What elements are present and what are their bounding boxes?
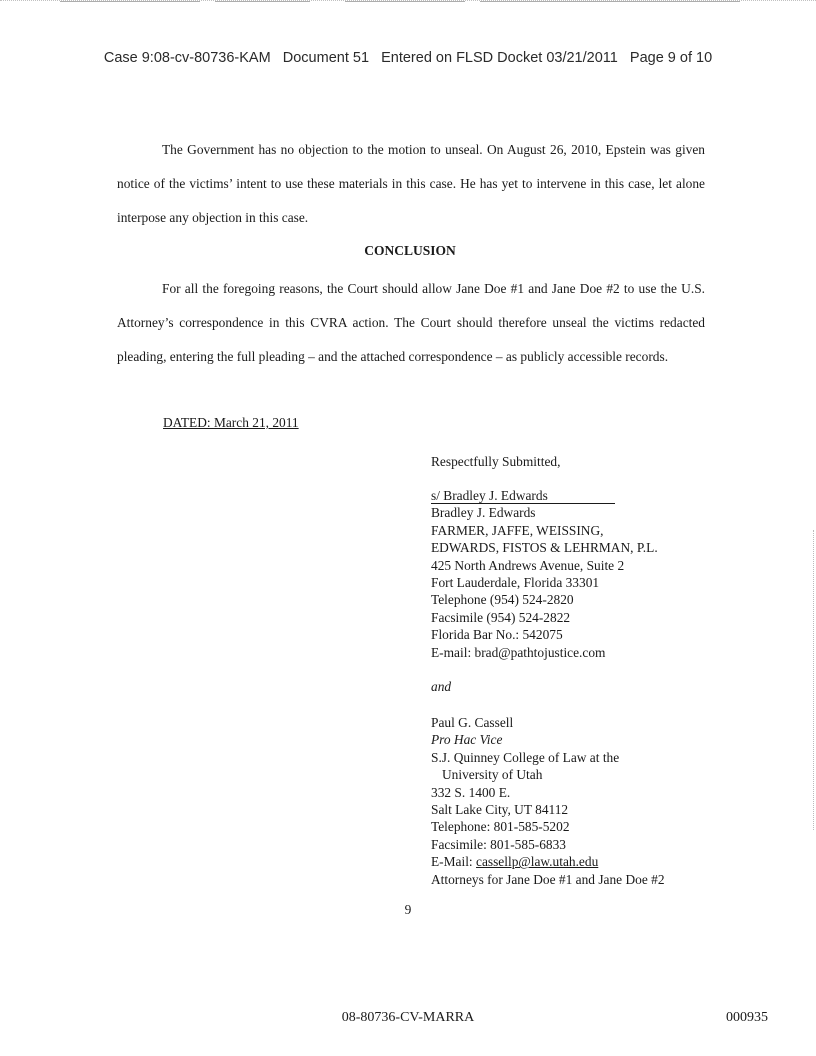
signature-line: 425 North Andrews Avenue, Suite 2 bbox=[431, 557, 625, 573]
scan-edge-artifact bbox=[812, 530, 814, 830]
conjunction-and: and bbox=[431, 679, 452, 694]
signature-line: Salt Lake City, UT 84112 bbox=[431, 802, 569, 818]
page-number: 9 bbox=[404, 902, 412, 917]
esignature-line bbox=[431, 487, 658, 504]
signature-line: Telephone (954) 524-2820 bbox=[431, 592, 574, 608]
signature-block-cassell bbox=[431, 714, 665, 888]
footer-bates-number: 000935 bbox=[726, 1010, 768, 1025]
signature-line: Fort Lauderdale, Florida 33301 bbox=[431, 575, 600, 591]
signature-line: University of Utah bbox=[442, 767, 543, 783]
email-link[interactable]: cassellp@law.utah.edu bbox=[476, 854, 599, 870]
email-label: E-Mail: bbox=[431, 854, 476, 870]
conclusion-heading: CONCLUSION bbox=[364, 243, 456, 258]
signature-line: FARMER, JAFFE, WEISSING, bbox=[431, 522, 604, 538]
paragraph-text: The Government has no objection to the motion to unseal. On August 26, 2010, Epstein was given notice of the victims’ intent to use these materials in this case. He has yet to intervene in this case, let alone interpose any objection in this case. bbox=[117, 142, 705, 225]
signature-line: 332 S. 1400 E. bbox=[431, 784, 511, 800]
signature-line: E-mail: brad@pathtojustice.com bbox=[431, 644, 606, 660]
signature-line: Paul G. Cassell bbox=[431, 715, 514, 730]
signature-line: S.J. Quinney College of Law at the bbox=[431, 749, 620, 765]
case-header: Case 9:08-cv-80736-KAM Document 51 Entered on FLSD Docket 03/21/2011 Page 9 of 10 bbox=[103, 50, 713, 66]
signature-block-edwards bbox=[431, 487, 658, 661]
email-line bbox=[431, 853, 665, 870]
scan-mark bbox=[215, 1, 310, 6]
signature-line: Telephone: 801-585-5202 bbox=[431, 819, 570, 835]
signature-line: Florida Bar No.: 542075 bbox=[431, 627, 563, 643]
scan-mark bbox=[480, 1, 740, 6]
scan-mark bbox=[345, 1, 465, 6]
pro-hac-vice: Pro Hac Vice bbox=[431, 732, 503, 748]
signature-line: Facsimile: 801-585-6833 bbox=[431, 836, 567, 852]
paragraph-text: For all the foregoing reasons, the Court should allow Jane Doe #1 and Jane Doe #2 to use the U.S. Attorney’s correspondence in this CVRA action. The Court should therefore unseal the victims redacted pleading, entering the full pleading – and the attached correspondence – as publicly accessible records. bbox=[117, 281, 705, 364]
signature-line: Bradley J. Edwards bbox=[431, 505, 536, 521]
scan-mark bbox=[60, 1, 200, 6]
footer-case-number: 08-80736-CV-MARRA bbox=[341, 1010, 475, 1025]
paragraph-conclusion bbox=[117, 272, 705, 374]
esignature: s/ Bradley J. Edwards bbox=[431, 488, 615, 504]
signature-intro: Respectfully Submitted, bbox=[431, 454, 561, 469]
scan-artifact-top bbox=[0, 0, 816, 9]
dated-line: DATED: March 21, 2011 bbox=[163, 415, 299, 430]
signature-line: Facsimile (954) 524-2822 bbox=[431, 609, 571, 625]
signature-line: Attorneys for Jane Doe #1 and Jane Doe #2 bbox=[431, 871, 665, 887]
paragraph-government bbox=[117, 133, 705, 235]
signature-line: EDWARDS, FISTOS & LEHRMAN, P.L. bbox=[431, 540, 658, 556]
